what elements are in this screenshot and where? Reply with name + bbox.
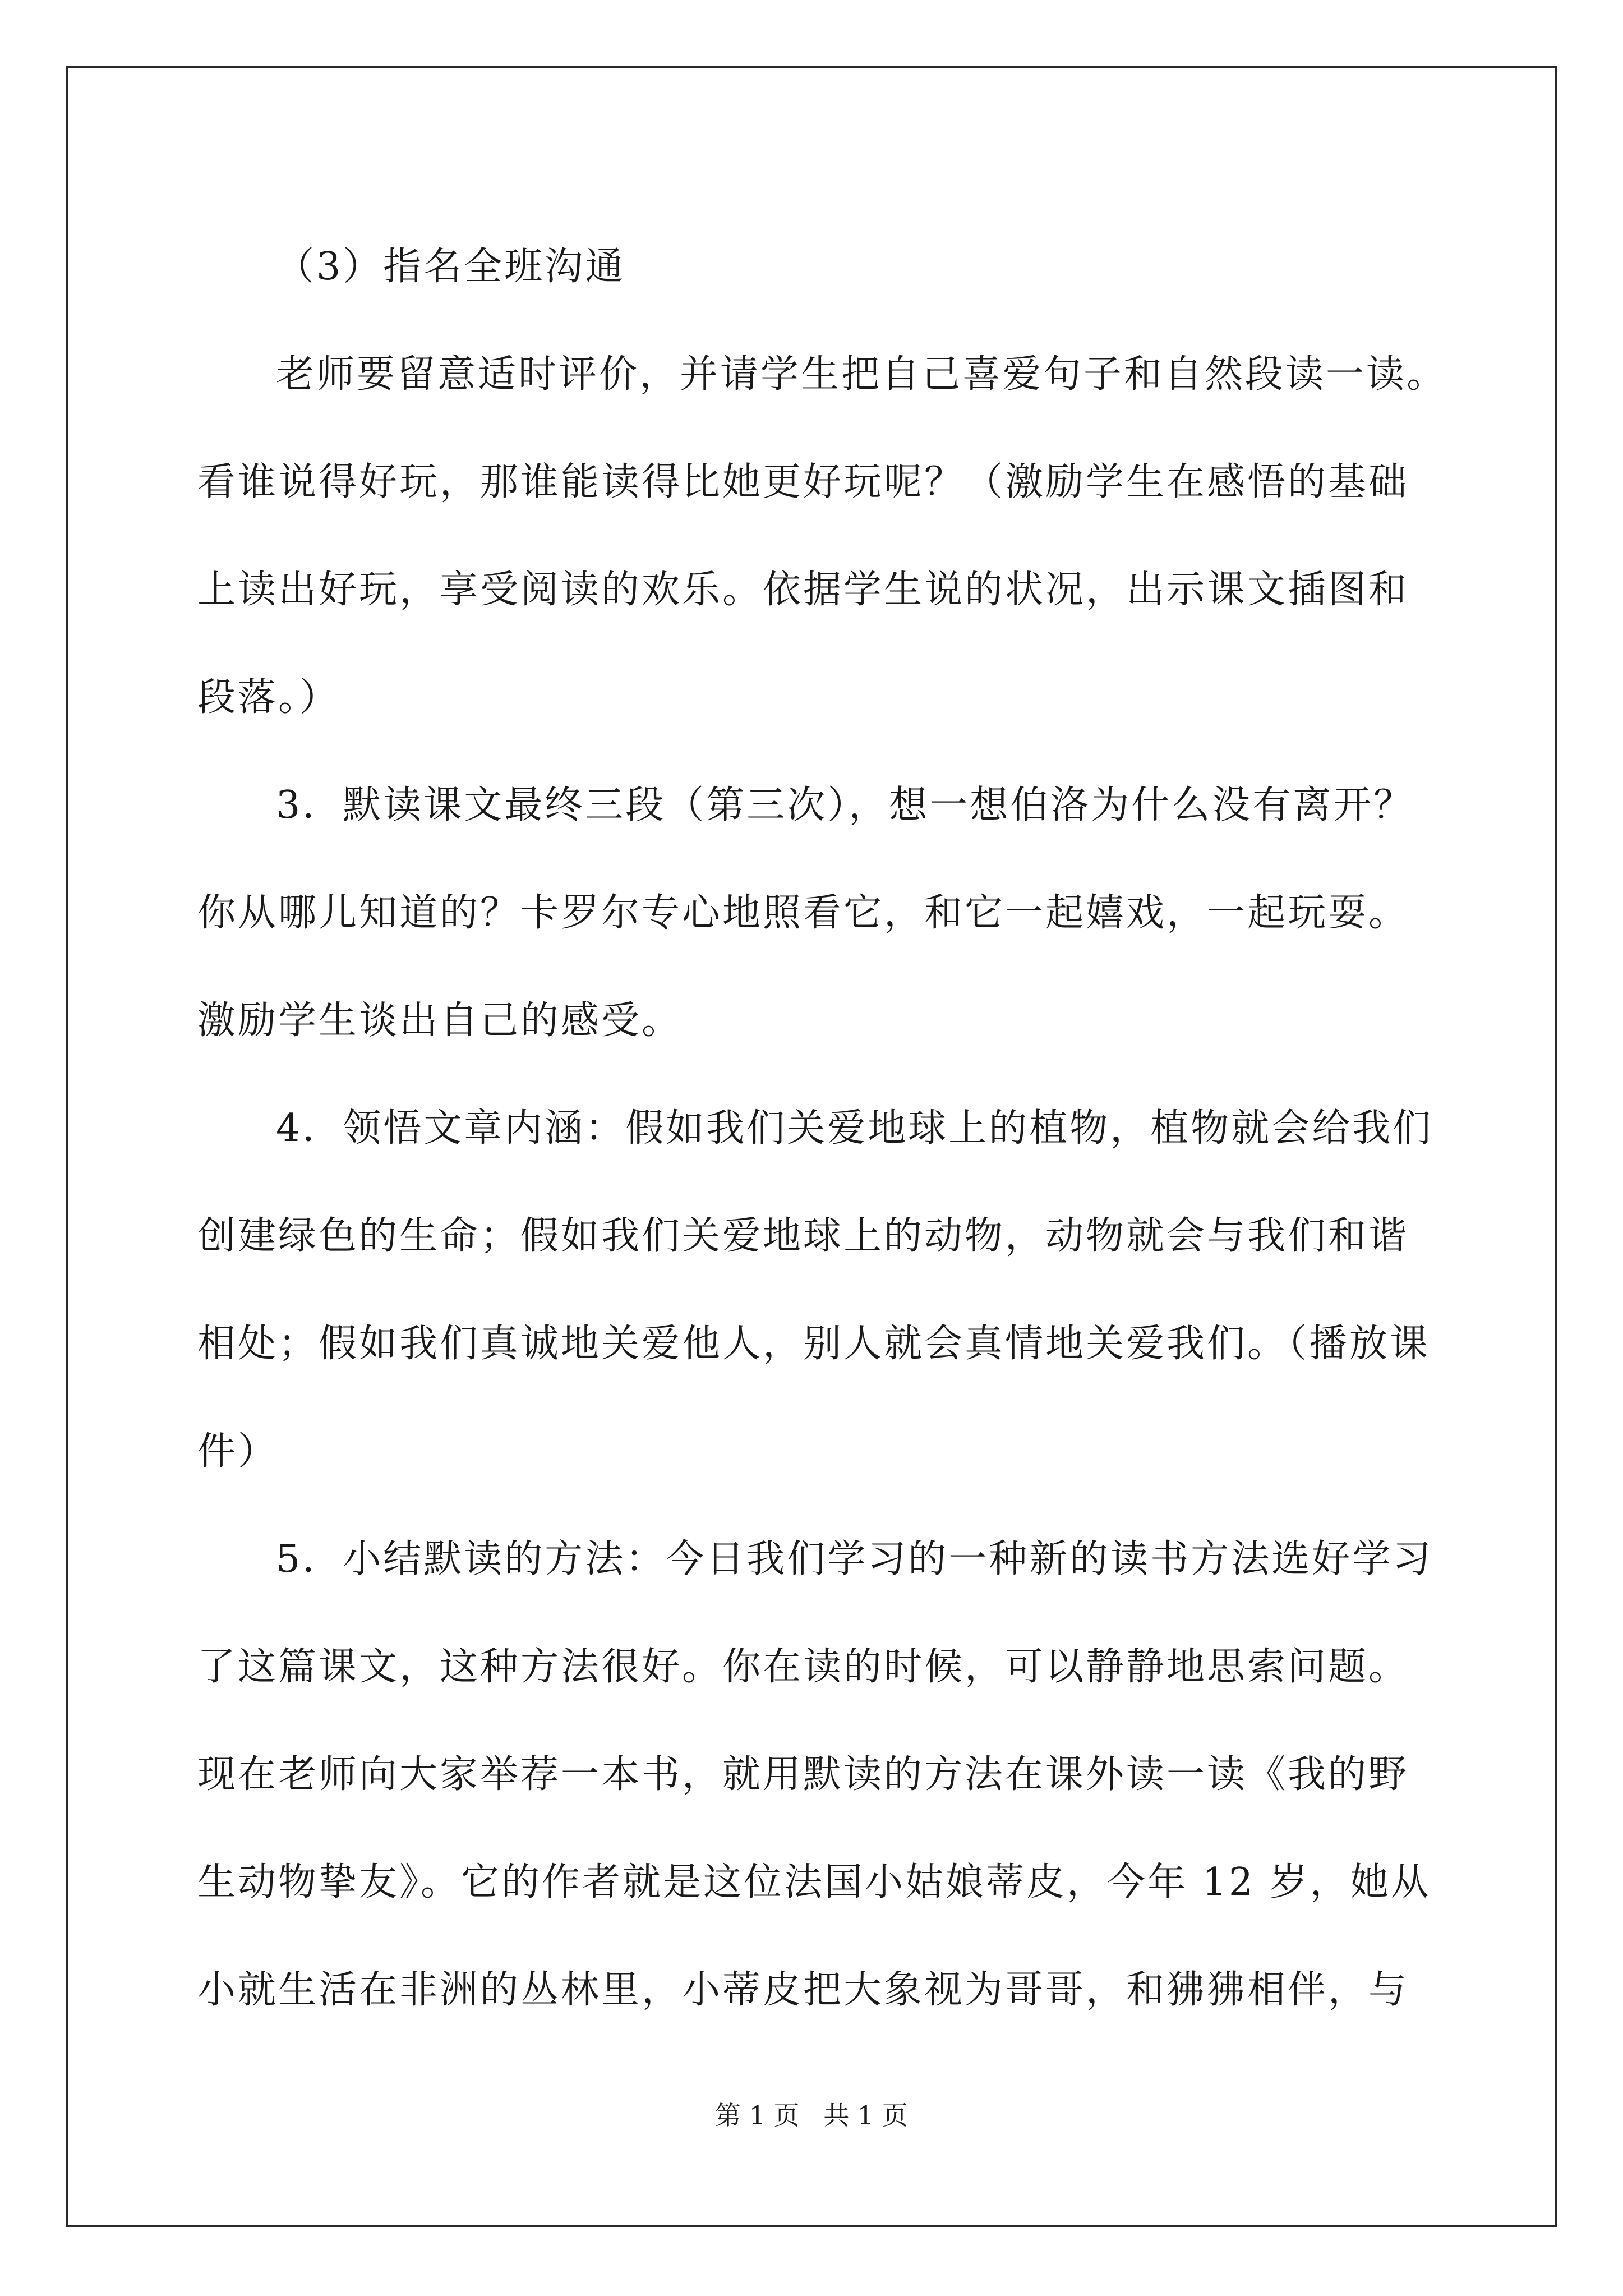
text-line: 生动物挚友》。它的作者就是这位法国小姑娘蒂皮，今年 12 岁，她从 (197, 1860, 1431, 1904)
text-line: 现在老师向大家举荐一本书，就用默读的方法在课外读一读《我的野 (197, 1752, 1409, 1797)
text-line: 上读出好玩，享受阅读的欢乐。依据学生说的状况，出示课文插图和 (197, 568, 1409, 612)
text-line: 5．小结默读的方法：今日我们学习的一种新的读书方法选好学习 (276, 1537, 1433, 1581)
paragraph-4 (197, 1075, 1437, 1506)
text-line: 4．领悟文章内涵：假如我们关爱地球上的植物，植物就会给我们 (276, 1106, 1433, 1151)
page-total: 共 1 页 (823, 2100, 908, 2131)
document-body (197, 213, 1447, 2044)
text-line: 段落。） (197, 675, 340, 720)
text-line: （3）指名全班沟通 (276, 245, 626, 289)
text-line: 创建绿色的生命；假如我们关爱地球上的动物，动物就会与我们和谐 (197, 1214, 1409, 1258)
page-footer (0, 2095, 1623, 2132)
text-line: 小就生活在非洲的丛林里，小蒂皮把大象视为哥哥，和狒狒相伴，与 (197, 1968, 1409, 2012)
text-line: 3．默读课文最终三段（第三次），想一想伯洛为什么没有离开？ (276, 783, 1414, 827)
text-line: 看谁说得好玩，那谁能读得比她更好玩呢？（激励学生在感悟的基础 (197, 460, 1409, 504)
text-line: 相处；假如我们真诚地关爱他人，别人就会真情地关爱我们。（播放课 (197, 1322, 1431, 1366)
page-number: 第 1 页 (715, 2100, 800, 2131)
text-line: 你从哪儿知道的？卡罗尔专心地照看它，和它一起嬉戏，一起玩耍。 (197, 891, 1409, 935)
paragraph-2 (197, 321, 1447, 752)
paragraph-5 (197, 1506, 1437, 2044)
paragraph-3 (197, 752, 1437, 1075)
text-line: 老师要留意适时评价，并请学生把自己喜爱句子和自然段读一读。 (276, 352, 1447, 397)
text-line: 激励学生谈出自己的感受。 (197, 999, 683, 1043)
text-line: 件） (197, 1429, 279, 1474)
text-line: 了这篇课文，这种方法很好。你在读的时候，可以静静地思索问题。 (197, 1645, 1409, 1689)
paragraph-1 (197, 213, 1437, 321)
